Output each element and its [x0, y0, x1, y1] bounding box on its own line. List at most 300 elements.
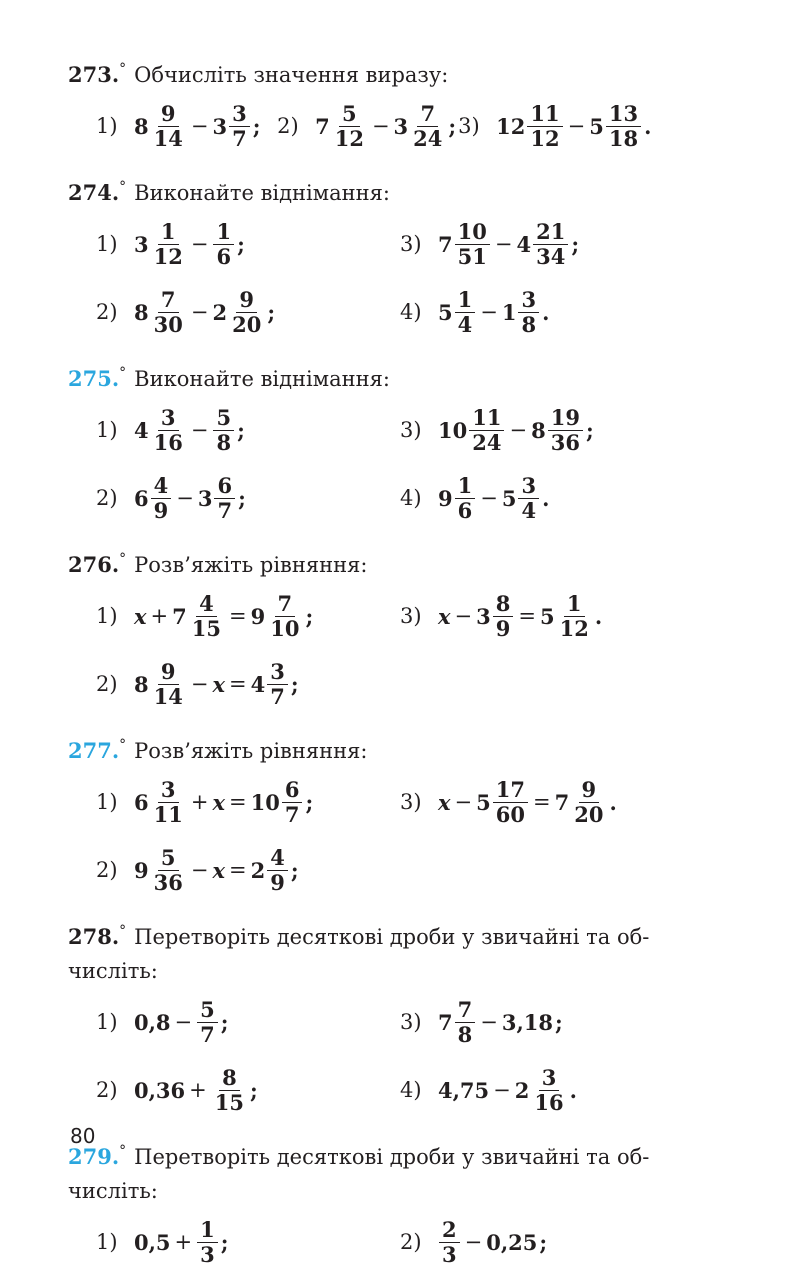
equations-row: [96, 836, 728, 904]
math-token: 3: [212, 113, 228, 139]
math-token: .: [594, 603, 603, 629]
math-token: 4): [400, 1078, 422, 1102]
math-token: 2): [96, 300, 118, 324]
fraction: [189, 592, 224, 641]
equation-item: [400, 592, 704, 641]
fraction: [151, 846, 186, 895]
math-token: ;: [290, 671, 299, 697]
math-token: °: [119, 551, 127, 567]
math-token: −: [480, 486, 498, 510]
math-token: 7: [554, 789, 570, 815]
math-token: 2: [514, 1077, 530, 1103]
expression-item: [96, 1218, 400, 1267]
problem-header: [68, 1134, 728, 1208]
problem-text: Розв’яжіть рівняння:: [134, 739, 368, 763]
math-token: 2: [250, 857, 266, 883]
math-token: 2): [277, 114, 299, 138]
fraction: [282, 778, 303, 827]
math-token: 1: [564, 592, 585, 617]
math-token: .: [542, 299, 550, 325]
math-token: 3: [393, 113, 409, 139]
math-token: =: [229, 672, 247, 696]
problem-header: [68, 356, 728, 396]
math-token: .: [569, 1077, 577, 1103]
math-token: −: [454, 604, 473, 628]
math-token: 12: [334, 125, 364, 151]
math-token: ;: [238, 485, 246, 511]
math-token: 20: [232, 311, 262, 337]
math-token: 7: [232, 125, 247, 151]
math-token: −: [371, 114, 390, 138]
expression-item: [96, 1066, 400, 1115]
fraction: [410, 102, 445, 151]
math-token: 6: [282, 778, 303, 803]
expression-item: [458, 102, 728, 151]
math-token: 9: [158, 102, 179, 127]
math-token: 10: [438, 417, 468, 443]
math-token: 15: [214, 1089, 244, 1115]
math-token: ;: [250, 1077, 258, 1103]
equation-item: [96, 846, 400, 895]
fraction: [469, 406, 504, 455]
math-token: 7: [200, 1021, 215, 1047]
math-token: 7: [158, 288, 179, 313]
math-token: −: [174, 1010, 193, 1034]
math-token: ;: [220, 1229, 229, 1255]
math-token: 51: [457, 243, 487, 269]
math-token: ;: [555, 1009, 563, 1035]
equations-row: [96, 582, 728, 650]
math-token: +: [190, 790, 209, 814]
math-token: 11: [153, 801, 183, 827]
fraction: [518, 288, 539, 337]
expression-item: [400, 474, 704, 523]
math-token: 8: [216, 429, 232, 455]
fraction: [493, 592, 514, 641]
math-token: ;: [585, 417, 594, 443]
math-token: 9: [495, 615, 511, 641]
math-token: °: [119, 1143, 127, 1159]
math-token: 34: [536, 243, 566, 269]
math-token: 24: [472, 429, 502, 455]
math-token: +: [189, 1078, 207, 1102]
math-token: −: [509, 418, 528, 442]
math-token: 14: [153, 125, 183, 151]
math-token: 4: [134, 417, 149, 443]
fraction: [518, 474, 539, 523]
math-token: 12: [496, 113, 526, 139]
math-token: 3: [442, 1241, 457, 1267]
math-token: =: [229, 858, 247, 882]
math-token: 3: [200, 1241, 215, 1267]
math-token: 4: [250, 671, 266, 697]
problem-header: [68, 728, 728, 768]
problem-header: [68, 914, 728, 988]
math-token: 7: [455, 998, 476, 1023]
equations-row: [96, 650, 728, 718]
math-token: 3: [518, 474, 539, 499]
math-token: 1): [96, 1010, 118, 1034]
math-token: 3: [158, 406, 179, 431]
math-token: 15: [191, 615, 221, 641]
math-token: 5: [213, 406, 234, 431]
math-token: 1): [96, 790, 118, 814]
problem-text: Розв’яжіть рівняння:: [134, 553, 368, 577]
math-token: °: [119, 365, 127, 381]
problem-277: [68, 728, 728, 904]
math-token: 3): [400, 1010, 422, 1034]
expression-item: [277, 102, 458, 151]
math-token: 7: [217, 497, 233, 523]
fraction: [531, 1066, 566, 1115]
math-token: 5: [438, 299, 453, 325]
math-token: 3: [539, 1066, 560, 1091]
math-token: 8: [493, 592, 514, 617]
expression-item: [96, 220, 400, 269]
math-token: x: [438, 789, 451, 815]
math-token: .: [542, 485, 550, 511]
problem-number: 276.: [68, 552, 120, 577]
expression-item: [400, 406, 704, 455]
problem-text-line2: числіть:: [68, 959, 158, 983]
math-token: 12: [559, 615, 589, 641]
math-token: °: [119, 179, 127, 195]
fraction: [229, 102, 250, 151]
math-token: 0,8: [134, 1009, 171, 1035]
expression-item: [400, 220, 704, 269]
fraction: [151, 102, 186, 151]
math-token: 8: [457, 1021, 473, 1047]
math-token: 8: [134, 113, 149, 139]
expressions-row: [96, 1056, 728, 1124]
math-token: 21: [533, 220, 568, 245]
math-token: 4: [151, 474, 172, 499]
problem-number: 273.: [68, 62, 120, 87]
expressions-row: [96, 988, 728, 1056]
math-token: 7: [172, 603, 187, 629]
math-token: 8: [521, 311, 537, 337]
math-token: 5: [197, 998, 218, 1023]
problem-text: Обчисліть значення виразу:: [134, 63, 449, 87]
fraction: [439, 1218, 460, 1267]
math-token: ;: [571, 231, 580, 257]
math-token: 2: [212, 299, 228, 325]
math-token: ;: [237, 417, 245, 443]
fraction: [151, 474, 172, 523]
math-token: 20: [574, 801, 604, 827]
math-token: 9: [134, 857, 149, 883]
math-token: −: [190, 300, 209, 324]
math-token: °: [119, 923, 127, 939]
fraction: [455, 474, 476, 523]
equation-item: [96, 778, 400, 827]
math-token: 9: [438, 485, 453, 511]
math-token: 10: [270, 615, 300, 641]
fraction: [214, 474, 235, 523]
math-token: 0,5: [134, 1229, 171, 1255]
math-token: ;: [267, 299, 276, 325]
math-token: 19: [548, 406, 583, 431]
fraction: [151, 406, 186, 455]
math-token: ;: [252, 113, 261, 139]
math-token: 3: [518, 288, 539, 313]
problem-text: Виконайте віднімання:: [134, 367, 390, 391]
math-token: 1: [455, 474, 476, 499]
math-token: 8: [134, 299, 149, 325]
expressions-row: [96, 210, 728, 278]
fraction: [151, 288, 186, 337]
fraction: [151, 660, 186, 709]
math-token: 1): [96, 418, 118, 442]
problem-276: [68, 542, 728, 718]
fraction: [332, 102, 367, 151]
fraction: [455, 220, 490, 269]
math-token: =: [229, 790, 247, 814]
math-token: 3: [134, 231, 149, 257]
math-token: 8: [134, 671, 149, 697]
expressions-row: [96, 278, 728, 346]
math-token: −: [480, 300, 498, 324]
math-token: 4: [267, 846, 288, 871]
problem-number: 277.: [68, 738, 120, 763]
math-token: ;: [305, 789, 314, 815]
fraction: [197, 1218, 218, 1267]
degree-mark: °: [119, 61, 127, 77]
math-token: 36: [153, 869, 183, 895]
problem-number: 279.: [68, 1144, 120, 1169]
math-token: 7: [315, 113, 330, 139]
math-token: 12: [530, 125, 560, 151]
math-token: x: [212, 789, 225, 815]
fraction: [455, 998, 476, 1047]
fraction: [533, 220, 568, 269]
math-token: 36: [550, 429, 580, 455]
math-token: 17: [493, 778, 528, 803]
expressions-row: [96, 92, 728, 160]
math-token: x: [212, 671, 225, 697]
math-token: 9: [158, 660, 179, 685]
math-token: 6: [214, 474, 235, 499]
problem-number: 274.: [68, 180, 120, 205]
equation-item: [96, 592, 400, 641]
math-token: 4): [400, 300, 422, 324]
math-token: 4: [457, 311, 473, 337]
fraction: [267, 592, 302, 641]
math-token: 8: [219, 1066, 240, 1091]
expression-item: [400, 998, 704, 1047]
math-token: x: [134, 603, 147, 629]
math-token: 3: [197, 485, 213, 511]
math-token: −: [493, 1078, 511, 1102]
math-token: −: [176, 486, 194, 510]
fraction: [493, 778, 528, 827]
math-token: 3): [400, 232, 422, 256]
math-token: 1: [455, 288, 476, 313]
fraction: [213, 406, 234, 455]
math-token: ;: [290, 857, 299, 883]
math-token: −: [190, 114, 209, 138]
fraction: [455, 288, 476, 337]
problem-number: 275.: [68, 366, 120, 391]
page-number: 80: [70, 1124, 96, 1148]
math-token: 1: [501, 299, 517, 325]
fraction: [267, 660, 288, 709]
math-token: 9: [579, 778, 600, 803]
math-token: 8: [531, 417, 546, 443]
math-token: 1: [158, 220, 179, 245]
math-token: 0,25: [486, 1229, 538, 1255]
math-token: 9: [250, 603, 266, 629]
math-token: 0,36: [134, 1077, 186, 1103]
math-token: 7: [284, 801, 300, 827]
math-token: 11: [469, 406, 504, 431]
problem-275: [68, 356, 728, 532]
math-token: −: [567, 114, 586, 138]
math-token: 3): [400, 418, 422, 442]
math-token: 13: [606, 102, 641, 127]
math-token: 1: [197, 1218, 218, 1243]
math-token: 2): [96, 486, 118, 510]
problem-274: [68, 170, 728, 346]
math-token: 7: [438, 231, 453, 257]
math-token: 4: [516, 231, 532, 257]
math-token: =: [518, 604, 536, 628]
expression-item: [96, 102, 277, 151]
math-token: 2): [400, 1230, 422, 1254]
equation-item: [96, 660, 400, 709]
math-token: 14: [153, 683, 183, 709]
math-token: 60: [495, 801, 525, 827]
textbook-page: [68, 52, 728, 1286]
fraction: [527, 102, 562, 151]
math-token: ;: [539, 1229, 548, 1255]
math-token: 5: [158, 846, 179, 871]
problem-273: [68, 52, 728, 160]
fraction: [267, 846, 288, 895]
math-token: 2): [96, 1078, 118, 1102]
math-token: 7: [275, 592, 296, 617]
math-token: 6: [216, 243, 232, 269]
math-token: .: [609, 789, 617, 815]
expression-item: [96, 998, 400, 1047]
math-token: 12: [153, 243, 183, 269]
math-token: 24: [413, 125, 443, 151]
math-token: 11: [527, 102, 562, 127]
fraction: [151, 220, 186, 269]
math-token: 3: [158, 778, 179, 803]
math-token: −: [494, 232, 513, 256]
math-token: −: [454, 790, 473, 814]
math-token: 6: [134, 789, 149, 815]
problem-number: 278.: [68, 924, 120, 949]
problem-279: [68, 1134, 728, 1276]
expressions-row: [96, 1208, 728, 1276]
math-token: 3): [458, 114, 480, 138]
math-token: 16: [153, 429, 183, 455]
math-token: 1): [96, 1230, 118, 1254]
math-token: 5: [589, 113, 604, 139]
math-token: 3,18: [501, 1009, 554, 1035]
math-token: 9: [236, 288, 257, 313]
expressions-row: [96, 464, 728, 532]
math-token: 2): [96, 672, 118, 696]
math-token: 7: [417, 102, 438, 127]
math-token: x: [212, 857, 225, 883]
equations-row: [96, 768, 728, 836]
problem-text-line1: Перетворіть десяткові дроби у звичайні та об-: [134, 925, 650, 949]
math-token: −: [190, 858, 209, 882]
expression-item: [400, 1218, 704, 1267]
math-token: 1: [213, 220, 234, 245]
math-token: 2): [96, 858, 118, 882]
math-token: −: [480, 1010, 498, 1034]
math-token: 5: [540, 603, 555, 629]
problem-header: [68, 542, 728, 582]
math-token: 3: [476, 603, 491, 629]
math-token: .: [644, 113, 652, 139]
math-token: 5: [476, 789, 491, 815]
expression-item: [96, 406, 400, 455]
math-token: 4: [196, 592, 217, 617]
math-token: =: [533, 790, 551, 814]
math-token: 7: [270, 683, 285, 709]
math-token: +: [150, 604, 169, 628]
math-token: 4,75: [438, 1077, 490, 1103]
math-token: −: [190, 672, 209, 696]
math-token: ;: [237, 231, 245, 257]
math-token: 5: [501, 485, 517, 511]
math-token: ;: [305, 603, 314, 629]
fraction: [557, 592, 592, 641]
math-token: 30: [153, 311, 183, 337]
math-token: +: [174, 1230, 193, 1254]
math-token: =: [229, 604, 247, 628]
expression-item: [96, 288, 400, 337]
fraction: [213, 220, 234, 269]
math-token: 3): [400, 604, 422, 628]
fraction: [212, 1066, 247, 1115]
math-token: 1): [96, 114, 118, 138]
problem-header: [68, 170, 728, 210]
math-token: 7: [438, 1009, 453, 1035]
equation-item: [400, 778, 704, 827]
math-token: 10: [455, 220, 490, 245]
expression-item: [96, 474, 400, 523]
fraction: [606, 102, 641, 151]
fraction: [548, 406, 583, 455]
math-token: ;: [448, 113, 457, 139]
math-token: ;: [220, 1009, 229, 1035]
math-token: 3): [400, 790, 422, 814]
math-token: 10: [250, 789, 280, 815]
math-token: 16: [534, 1089, 564, 1115]
math-token: −: [464, 1230, 483, 1254]
math-token: 1): [96, 232, 118, 256]
fraction: [197, 998, 218, 1047]
problem-header: [68, 52, 728, 92]
problem-text-line2: числіть:: [68, 1179, 158, 1203]
math-token: °: [119, 737, 127, 753]
math-token: 9: [270, 869, 285, 895]
fraction: [151, 778, 186, 827]
math-token: 4: [521, 497, 537, 523]
problem-text-line1: Перетворіть десяткові дроби у звичайні та об-: [134, 1145, 650, 1169]
math-token: −: [190, 418, 209, 442]
math-token: x: [438, 603, 451, 629]
problem-278: [68, 914, 728, 1124]
problem-text: Виконайте віднімання:: [134, 181, 390, 205]
math-token: 1): [96, 604, 118, 628]
